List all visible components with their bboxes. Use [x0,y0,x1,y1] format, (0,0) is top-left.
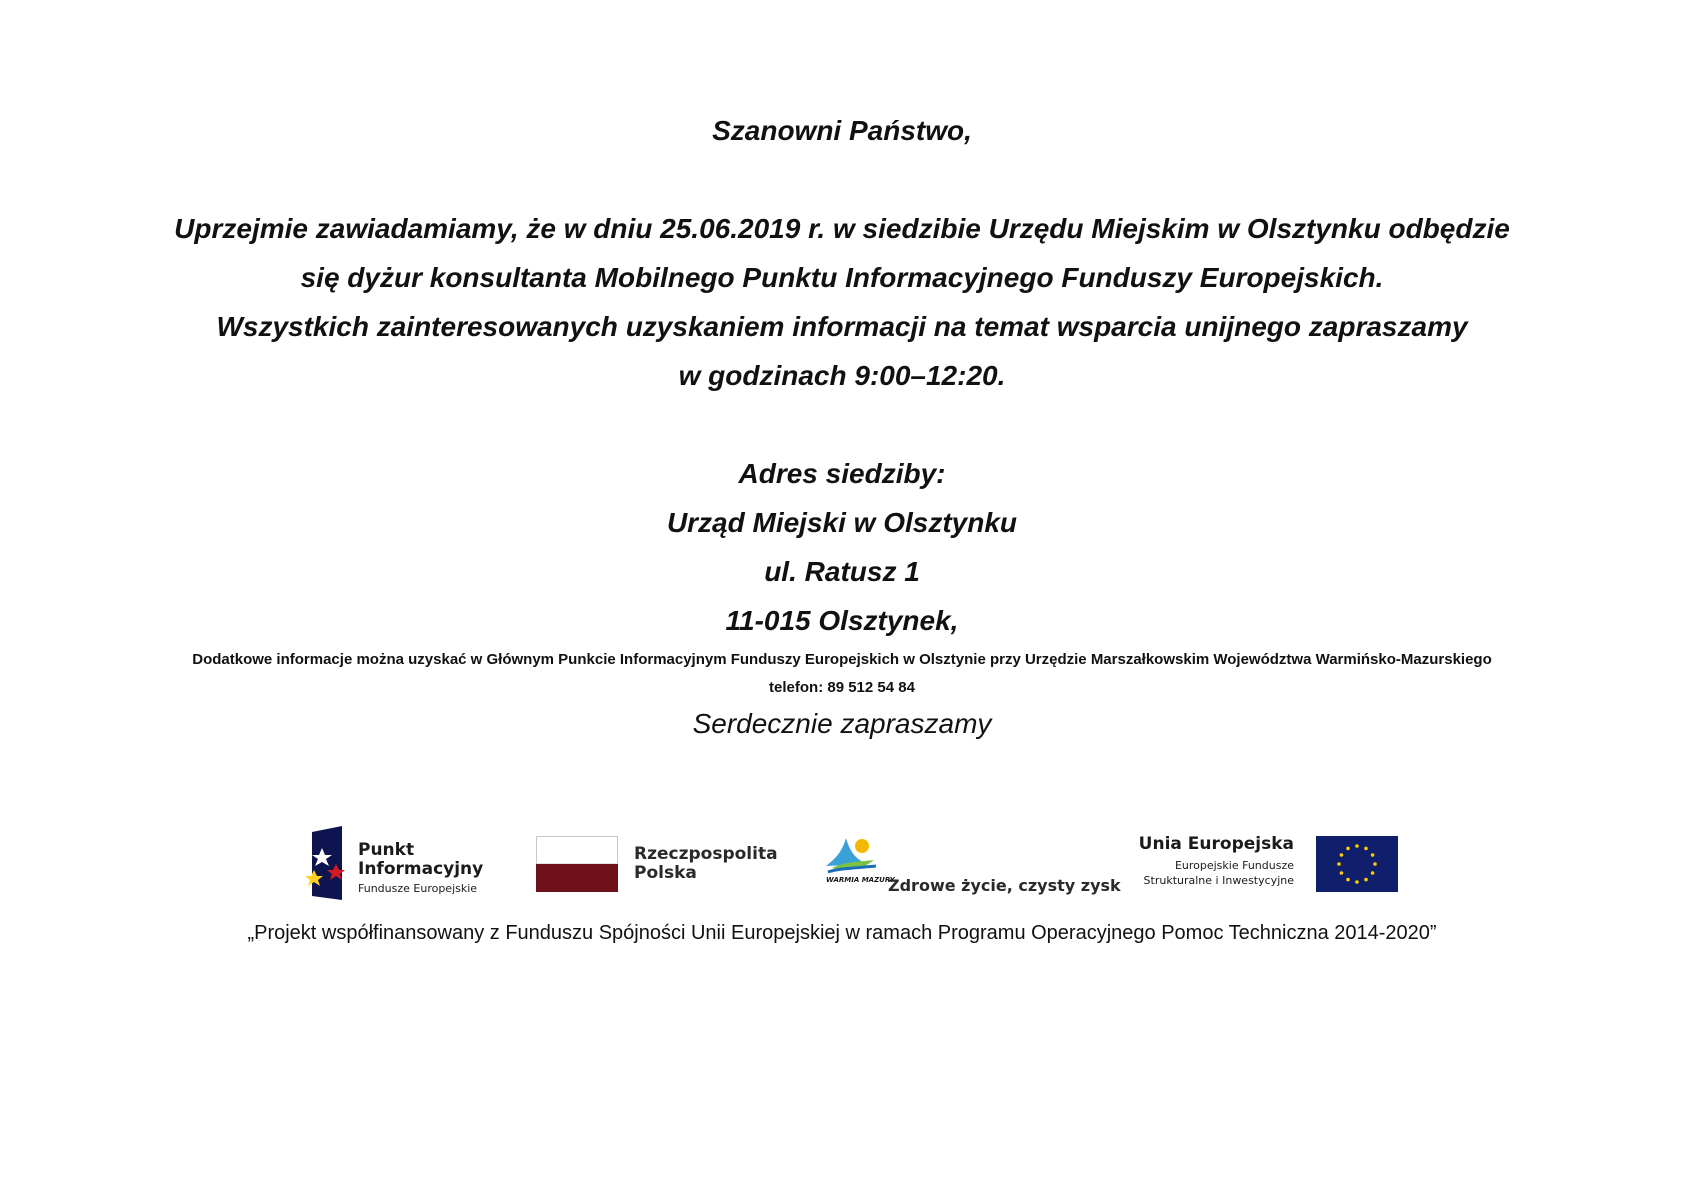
unia-europejska-logo [1128,832,1398,898]
footer-note: „Projekt współfinansowany z Funduszu Spójności Unii Europejskiej w ramach Programu Operacyjnego Pomoc Techniczna 2014-2020” [247,922,1437,944]
body-line-2: się dyżur konsultanta Mobilnego Punktu Informacyjnego Funduszy Europejskich. [300,262,1384,293]
warmia-mazury-logo [822,832,1121,902]
additional-info: Dodatkowe informacje można uzyskać w Głównym Punkcie Informacyjnym Funduszy Europejskich w Olsztynie przy Urzędzie Marszałkowskim Województwa Warmińsko-Mazurskiego [192,651,1492,668]
punkt-line3: Fundusze Europejskie [358,882,478,895]
rp-line1: Rzeczpospolita [634,844,778,864]
body-line-3: Wszystkich zainteresowanych uzyskaniem informacji na temat wsparcia unijnego zapraszamy [216,311,1468,342]
address-street: ul. Ratusz 1 [764,556,920,587]
punkt-informacyjny-logo [304,826,494,902]
polish-flag-icon [536,836,618,892]
warmia-mark: WARMIA MAZURY [826,876,895,884]
rp-line2: Polska [634,863,697,883]
punkt-line2: Informacyjny [358,859,484,879]
ue-line1: Unia Europejska [1138,834,1294,854]
warmia-mazury-icon [822,832,895,890]
eu-flag-icon [1316,836,1398,892]
greeting: Szanowni Państwo, [712,115,972,146]
body-line-4: w godzinach 9:00–12:20. [678,360,1006,391]
ue-line2: Europejskie Fundusze [1174,859,1294,872]
punkt-line1: Punkt [358,840,415,860]
star-flag-icon [304,826,344,902]
warmia-slogan: Zdrowe życie, czysty zysk [888,876,1121,895]
ue-line3: Strukturalne i Inwestycyjne [1143,874,1294,887]
closing: Serdecznie zapraszamy [692,708,992,739]
rzeczpospolita-polska-logo [536,836,776,894]
body-line-1: Uprzejmie zawiadamiamy, że w dniu 25.06.2019 r. w siedzibie Urzędu Miejskim w Olsztynku odbędzie [174,213,1510,244]
address-name: Urząd Miejski w Olsztynku [666,507,1018,538]
address-heading: Adres siedziby: [738,458,946,489]
address-city: 11-015 Olsztynek, [725,605,959,636]
phone: telefon: 89 512 54 84 [769,679,915,696]
